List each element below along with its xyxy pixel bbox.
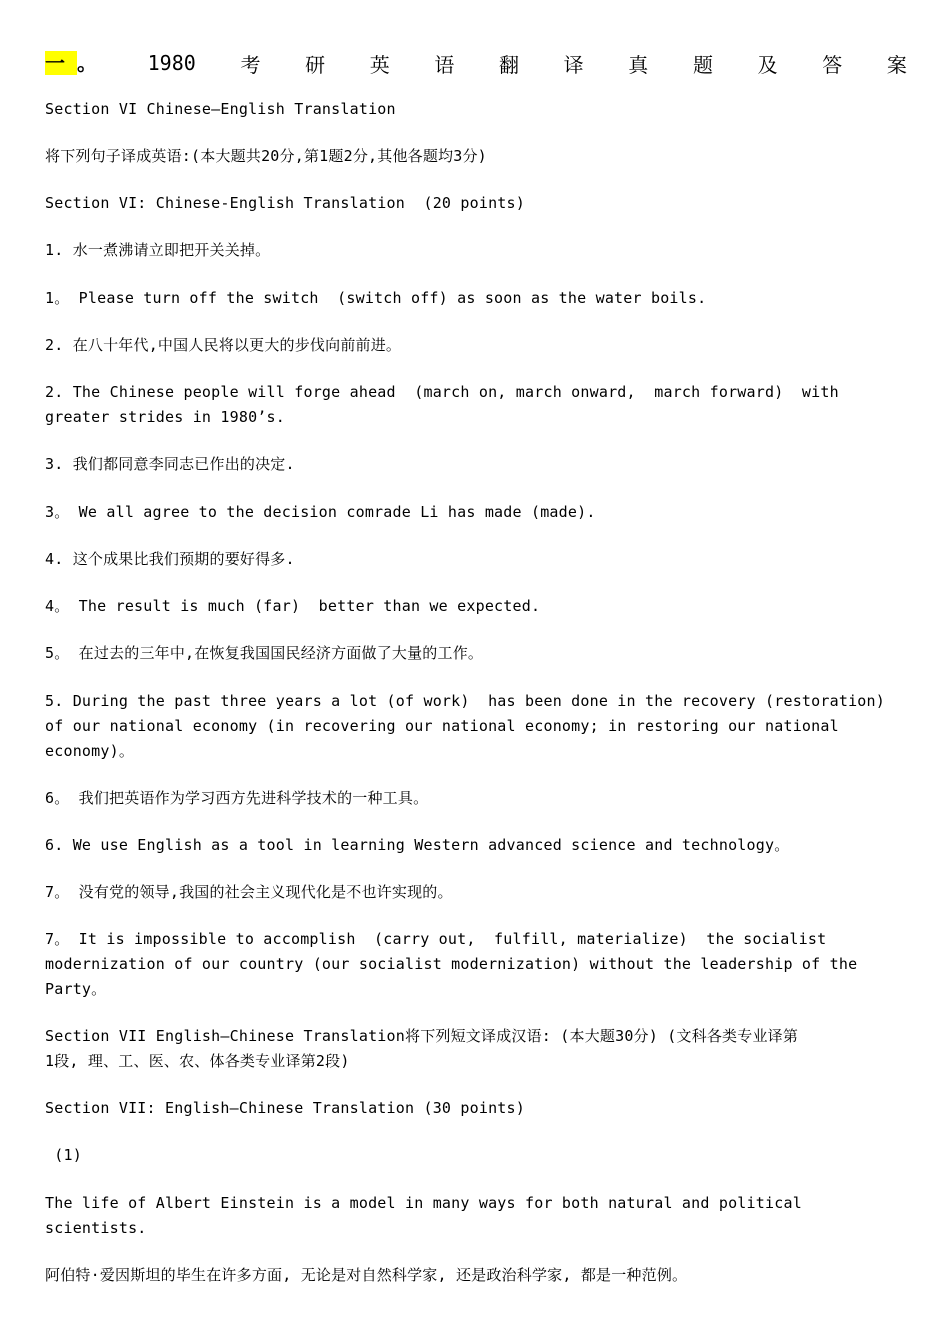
title-char: 研	[305, 52, 326, 77]
answer-7-english: 7。 It is impossible to accomplish (carry out, fulfill, materialize) the socialist modernization of our country (our socialist modernization) without the leadership of the Party。	[45, 930, 858, 998]
title-char: 英	[369, 52, 390, 77]
section-vi-instruction: 将下列句子译成英语:(本大题共20分,第1题2分,其他各题均3分)	[45, 147, 487, 165]
answer-3-english: 3。 We all agree to the decision comrade Li has made (made).	[45, 503, 596, 521]
answer-4-english: 4。 The result is much (far) better than we expected.	[45, 597, 541, 615]
section-vi-heading: Section VI Chinese—English Translation	[45, 100, 396, 118]
title-char: 考	[240, 52, 261, 77]
title-char: 答	[822, 52, 843, 77]
question-4-chinese: 4. 这个成果比我们预期的要好得多.	[45, 550, 295, 568]
section-vii-subheading: Section VII: English—Chinese Translation (30 points)	[45, 1099, 525, 1117]
title-char: 翻	[499, 52, 520, 77]
answer-5-english: 5. During the past three years a lot (of work) has been done in the recovery (restoration) of our national economy (in recovering our national economy; in restoring our national economy)。	[45, 692, 885, 760]
question-2-chinese: 2. 在八十年代,中国人民将以更大的步伐向前前进。	[45, 336, 402, 354]
question-1-chinese: 1. 水一煮沸请立即把开关关掉。	[45, 241, 271, 259]
answer-1-english: 1。 Please turn off the switch (switch off) as soon as the water boils.	[45, 289, 707, 307]
question-6-chinese: 6。 我们把英语作为学习西方先进科学技术的一种工具。	[45, 789, 429, 807]
title-marker: 一 。	[45, 51, 97, 75]
title-char: 案	[886, 52, 907, 77]
question-7-chinese: 7。 没有党的领导,我国的社会主义现代化是不也许实现的。	[45, 883, 453, 901]
title-char: 语	[434, 52, 455, 77]
document-title	[45, 48, 907, 78]
answer-2-english: 2. The Chinese people will forge ahead (march on, march onward, march forward) with greater strides in 1980’s.	[45, 383, 839, 426]
title-char: 译	[563, 52, 584, 77]
passage-english: The life of Albert Einstein is a model in many ways for both natural and political scientists.	[45, 1194, 802, 1237]
section-vi-subheading: Section VI: Chinese-English Translation (20 points)	[45, 194, 525, 212]
passage-chinese: 阿伯特·爱因斯坦的毕生在许多方面, 无论是对自然科学家, 还是政治科学家, 都是一种范例。	[45, 1266, 688, 1284]
title-char: 及	[757, 52, 778, 77]
title-char: 1980	[147, 51, 196, 75]
paragraph-number: (1)	[45, 1146, 82, 1164]
question-3-chinese: 3. 我们都同意李同志已作出的决定.	[45, 455, 295, 473]
section-vii-heading: Section VII English—Chinese Translation将下列短文译成汉语: (本大题30分) (文科各类专业译第 1段, 理、工、医、农、体各类专业译第2段)	[45, 1027, 799, 1070]
question-5-chinese: 5。 在过去的三年中,在恢复我国国民经济方面做了大量的工作。	[45, 644, 484, 662]
title-char: 真	[628, 52, 649, 77]
title-char: 题	[692, 52, 713, 77]
answer-6-english: 6. We use English as a tool in learning Western advanced science and technology。	[45, 836, 790, 854]
